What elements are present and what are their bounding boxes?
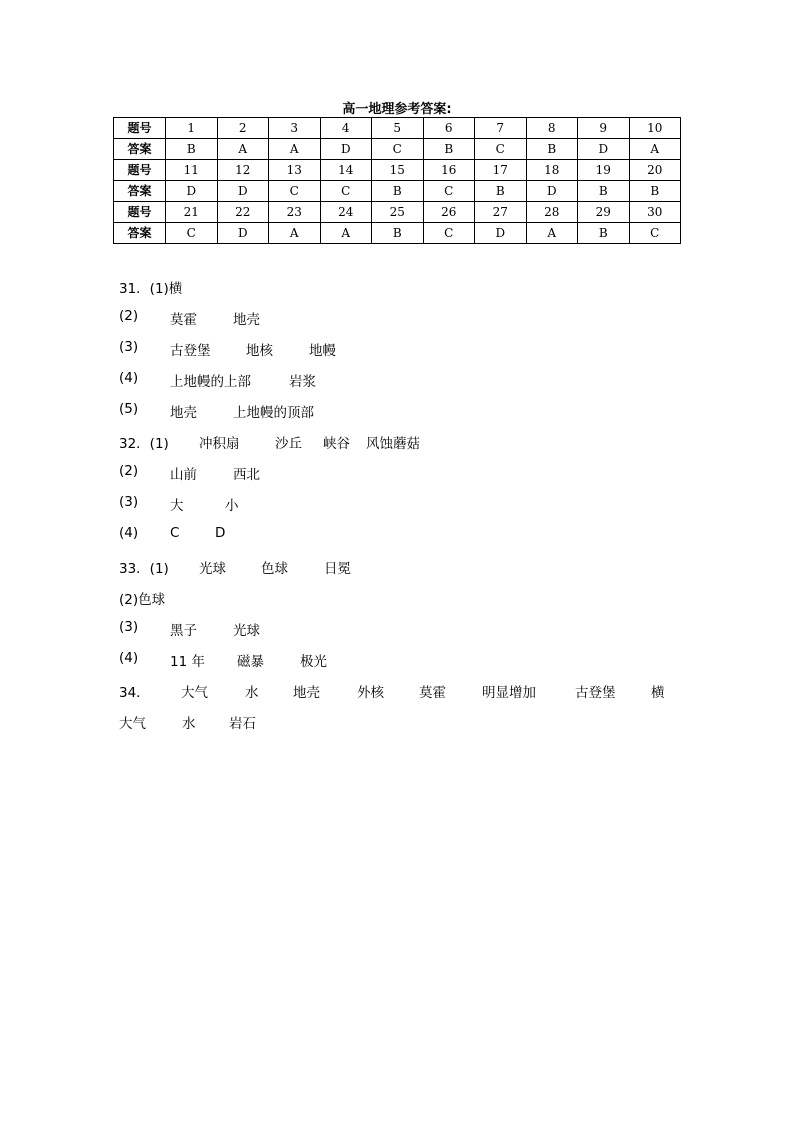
answer-text: 明显增加: [482, 685, 536, 701]
table-cell: A: [526, 223, 578, 244]
answer-text: 上地幔的上部: [170, 374, 251, 390]
table-cell: A: [269, 139, 321, 160]
table-cell: D: [320, 139, 372, 160]
table-cell: 22: [217, 202, 269, 223]
table-cell: 2: [217, 118, 269, 139]
answer-text: 地壳: [293, 685, 320, 701]
answer-text: 山前: [170, 467, 197, 483]
answer-text: 地核: [246, 343, 273, 359]
answer-text: 地壳: [170, 405, 197, 421]
table-cell: C: [166, 223, 218, 244]
table-cell: 12: [217, 160, 269, 181]
table-cell: 24: [320, 202, 372, 223]
answer-text: 11 年: [170, 654, 205, 670]
row-label: 答案: [114, 223, 166, 244]
answer-text: 水: [245, 685, 259, 701]
table-cell: 9: [578, 118, 630, 139]
table-cell: C: [475, 139, 527, 160]
answer-text: 水: [182, 716, 196, 732]
table-cell: A: [629, 139, 681, 160]
table-cell: C: [269, 181, 321, 202]
table-cell: B: [578, 181, 630, 202]
answer-text: 地幔: [309, 343, 336, 359]
table-cell: A: [320, 223, 372, 244]
table-cell: C: [423, 223, 475, 244]
table-cell: B: [166, 139, 218, 160]
page-title: 高一地理参考答案:: [342, 102, 452, 117]
answer-text: 冲积扇: [199, 436, 240, 452]
table-cell: B: [423, 139, 475, 160]
table-cell: 11: [166, 160, 218, 181]
table-cell: 8: [526, 118, 578, 139]
answer-text: 色球: [261, 561, 288, 577]
answer-number: (3): [119, 339, 139, 355]
answer-text: 岩石: [229, 716, 256, 732]
table-row: [114, 223, 681, 244]
table-cell: 13: [269, 160, 321, 181]
answer-number: (2): [119, 463, 139, 479]
answer-number: (4): [119, 525, 139, 541]
table-cell: 19: [578, 160, 630, 181]
answer-number: 大气: [119, 716, 146, 732]
table-cell: C: [423, 181, 475, 202]
answer-number: (4): [119, 370, 139, 386]
table-cell: 20: [629, 160, 681, 181]
table-cell: 6: [423, 118, 475, 139]
table-cell: 26: [423, 202, 475, 223]
table-cell: 27: [475, 202, 527, 223]
table-row: [114, 139, 681, 160]
table-cell: A: [269, 223, 321, 244]
answer-text: 沙丘: [275, 436, 302, 452]
answer-text: 西北: [233, 467, 260, 483]
answer-number: (2)色球: [119, 592, 166, 608]
answer-text: 上地幔的顶部: [233, 405, 314, 421]
table-cell: C: [372, 139, 424, 160]
answer-text: 地壳: [233, 312, 260, 328]
table-cell: 4: [320, 118, 372, 139]
row-label: 答案: [114, 181, 166, 202]
answer-text: 极光: [300, 654, 327, 670]
answer-text: 莫霍: [419, 685, 446, 701]
table-cell: B: [578, 223, 630, 244]
answer-text: 莫霍: [170, 312, 197, 328]
row-label: 题号: [114, 118, 166, 139]
answer-text: 日冕: [324, 561, 351, 577]
answer-text: 黑子: [170, 623, 197, 639]
table-cell: D: [578, 139, 630, 160]
answer-number: (5): [119, 401, 139, 417]
table-cell: D: [166, 181, 218, 202]
table-cell: 3: [269, 118, 321, 139]
table-cell: 5: [372, 118, 424, 139]
answer-text: 光球: [199, 561, 226, 577]
answer-number: (3): [119, 494, 139, 510]
table-cell: B: [372, 223, 424, 244]
table-cell: B: [372, 181, 424, 202]
table-cell: A: [217, 139, 269, 160]
table-cell: 30: [629, 202, 681, 223]
answer-number: 31．(1)横: [119, 281, 183, 297]
table-cell: C: [629, 223, 681, 244]
table-row: [114, 202, 681, 223]
table-cell: 29: [578, 202, 630, 223]
table-cell: B: [475, 181, 527, 202]
answer-text: 古登堡: [575, 685, 616, 701]
table-cell: 28: [526, 202, 578, 223]
table-cell: 14: [320, 160, 372, 181]
table-cell: D: [475, 223, 527, 244]
answer-number: 33．(1): [119, 561, 169, 577]
table-cell: 17: [475, 160, 527, 181]
answer-text: 磁暴: [237, 654, 264, 670]
table-cell: 16: [423, 160, 475, 181]
table-cell: 10: [629, 118, 681, 139]
answer-table: [113, 117, 681, 244]
answer-text: D: [215, 525, 226, 541]
answer-text: 小: [225, 498, 239, 514]
row-label: 题号: [114, 160, 166, 181]
answer-number: 32．(1): [119, 436, 169, 452]
answer-text: 岩浆: [289, 374, 316, 390]
table-cell: B: [526, 139, 578, 160]
table-cell: D: [217, 181, 269, 202]
answer-number: 34．: [119, 685, 150, 701]
table-cell: 21: [166, 202, 218, 223]
answer-text: C: [170, 525, 180, 541]
answer-text: 大气: [181, 685, 208, 701]
table-row: [114, 160, 681, 181]
table-row: [114, 181, 681, 202]
table-cell: B: [629, 181, 681, 202]
table-cell: 7: [475, 118, 527, 139]
table-cell: 18: [526, 160, 578, 181]
table-cell: 23: [269, 202, 321, 223]
row-label: 答案: [114, 139, 166, 160]
answer-text: 大: [170, 498, 184, 514]
table-cell: D: [526, 181, 578, 202]
table-cell: D: [217, 223, 269, 244]
answer-number: (2): [119, 308, 139, 324]
table-row: [114, 118, 681, 139]
answer-text: 外核: [357, 685, 384, 701]
answer-text: 横: [651, 685, 665, 701]
table-cell: 15: [372, 160, 424, 181]
table-cell: 1: [166, 118, 218, 139]
answer-text: 峡谷: [323, 436, 350, 452]
answer-text: 风蚀蘑菇: [366, 436, 420, 452]
answer-number: (4): [119, 650, 139, 666]
row-label: 题号: [114, 202, 166, 223]
answer-number: (3): [119, 619, 139, 635]
table-cell: 25: [372, 202, 424, 223]
answer-text: 古登堡: [170, 343, 211, 359]
table-cell: C: [320, 181, 372, 202]
answer-text: 光球: [233, 623, 260, 639]
